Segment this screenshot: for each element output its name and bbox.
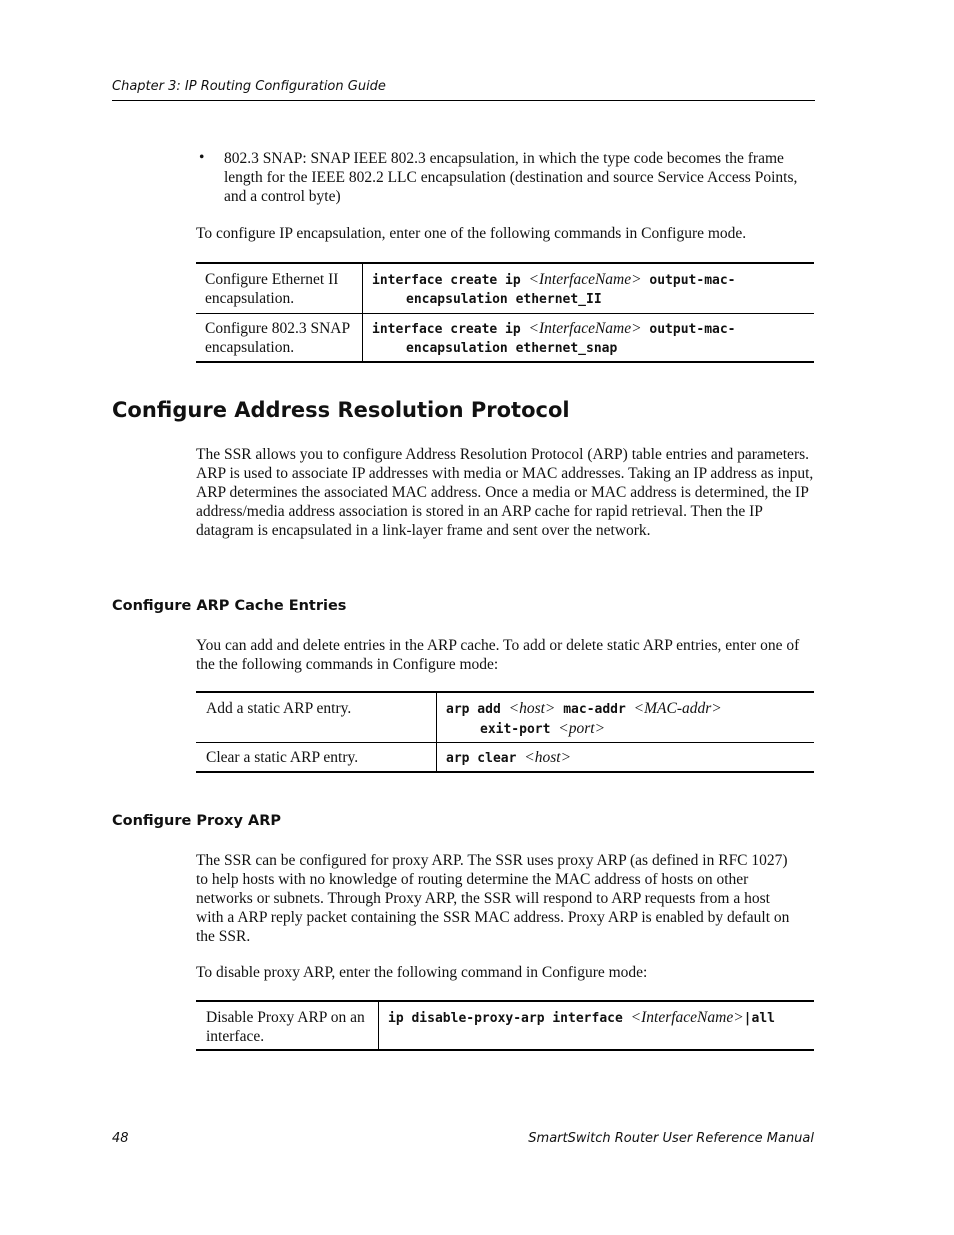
- command-keyword: |all: [743, 1011, 775, 1026]
- command-syntax: [437, 692, 815, 742]
- table-row: [196, 313, 814, 362]
- footer-manual-title: SmartSwitch Router User Reference Manual: [528, 1131, 814, 1146]
- command-continuation: encapsulation ethernet_snap: [406, 340, 618, 356]
- command-description: Configure Ethernet II encapsulation.: [205, 271, 339, 307]
- command-argument: <MAC-addr>: [633, 700, 722, 717]
- section-title: Configure Address Resolution Protocol: [112, 398, 570, 422]
- command-keyword: output-mac-: [649, 321, 736, 337]
- encap-command-table: [196, 262, 814, 363]
- command-keyword: output-mac-: [649, 273, 736, 288]
- proxy-arp-intro: The SSR can be configured for proxy ARP. The SSR uses proxy ARP (as defined in RFC 1027) to help hosts with no knowledge of routing determine the MAC address of hosts on other networks or subnets. Through Proxy ARP, the SSR will respond to ARP requests from a host with a ARP reply packet containing the SSR MAC address. Proxy ARP is enabled by default on the SSR.: [196, 852, 790, 945]
- command-argument: <InterfaceName>: [630, 1009, 744, 1026]
- bullet-marker: •: [199, 149, 205, 166]
- command-argument: <host>: [524, 748, 572, 766]
- command-keyword: ip disable-proxy-arp interface: [388, 1011, 623, 1026]
- command-keyword: interface create ip: [372, 321, 521, 337]
- command-keyword: interface create ip: [372, 273, 521, 288]
- command-argument: <port>: [558, 720, 606, 737]
- command-continuation: encapsulation ethernet_II: [406, 292, 602, 307]
- command-description: Add a static ARP entry.: [206, 700, 352, 717]
- command-argument: <host>: [508, 700, 556, 717]
- arp-cache-command-table: [196, 691, 814, 773]
- command-syntax: [363, 263, 815, 313]
- proxy-arp-command-table: [196, 1000, 814, 1051]
- command-argument: <InterfaceName>: [528, 271, 642, 288]
- command-description: Clear a static ARP entry.: [196, 742, 437, 772]
- header-rule: [112, 100, 815, 101]
- command-syntax: [437, 742, 815, 772]
- subsection-title-arp-cache: Configure ARP Cache Entries: [112, 598, 347, 614]
- page-number: 48: [112, 1131, 129, 1146]
- table-row: [196, 1001, 814, 1050]
- table-row: [196, 742, 814, 772]
- command-continuation: [446, 719, 814, 739]
- command-syntax: [379, 1001, 815, 1050]
- arp-cache-intro: You can add and delete entries in the ARP cache. To add or delete static ARP entries, enter one of the the following commands in Configure mode:: [196, 637, 800, 673]
- running-head: Chapter 3: IP Routing Configuration Guide: [112, 79, 386, 94]
- command-description: Configure 802.3 SNAP encapsulation.: [196, 313, 363, 362]
- command-keyword: mac-addr: [563, 702, 626, 717]
- command-keyword: arp clear: [446, 750, 517, 766]
- subsection-title-proxy-arp: Configure Proxy ARP: [112, 813, 282, 829]
- command-syntax: [363, 313, 815, 362]
- command-keyword: arp add: [446, 702, 501, 717]
- bullet-text: 802.3 SNAP: SNAP IEEE 802.3 encapsulation, in which the type code becomes the frame length for the IEEE 802.2 LLC encapsulation (destination and source Service Access Points, and a control byte): [224, 150, 798, 205]
- command-description: Disable Proxy ARP on an interface.: [206, 1009, 365, 1045]
- command-argument: <InterfaceName>: [528, 319, 642, 337]
- section-intro: The SSR allows you to configure Address Resolution Protocol (ARP) table entries and parameters. ARP is used to associate IP addresses with media or MAC addresses. Taking an IP address as input, ARP determines the associated MAC address. Once a media or MAC address is determined, the IP address/media address association is stored in an ARP cache for rapid retrieval. Then the IP datagram is encapsulated in a link-layer frame and sent over the network.: [196, 446, 814, 539]
- command-keyword: exit-port: [480, 722, 551, 737]
- table-row: [196, 263, 814, 313]
- table-row: [196, 692, 814, 742]
- proxy-arp-disable-text: To disable proxy ARP, enter the following command in Configure mode:: [196, 964, 648, 981]
- encap-intro: To configure IP encapsulation, enter one of the following commands in Configure mode.: [196, 225, 747, 242]
